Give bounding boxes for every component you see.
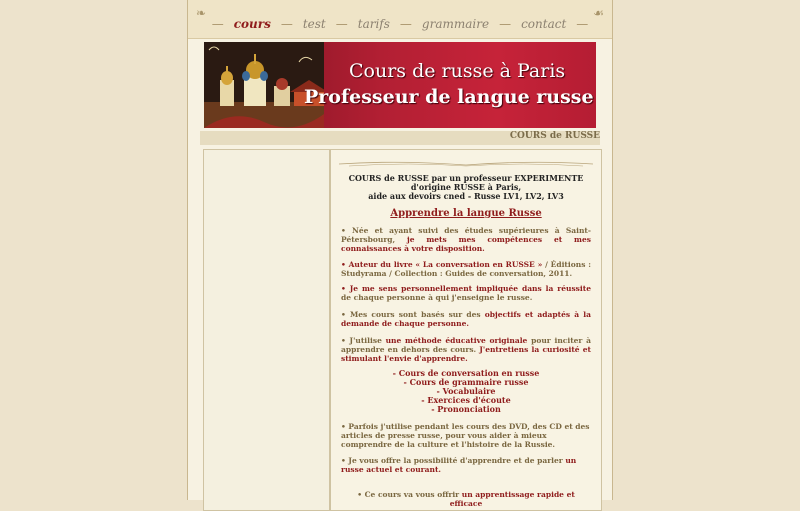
nav-item-test[interactable]: test <box>302 17 326 31</box>
left-ornament-icon: ❧ <box>196 6 207 20</box>
russian-church-illustration <box>204 42 324 128</box>
paragraph-education: • Née et ayant suivi des études supérieures à Saint-Pétersbourg, je mets mes compétences et mes connaissances à votre disposition. <box>341 226 591 253</box>
nav-item-cours[interactable]: cours <box>233 17 271 31</box>
list-item: - Prononciation <box>431 404 501 414</box>
section-title[interactable]: Apprendre la langue Russe <box>390 208 542 219</box>
banner-subtitle: Professeur de langue russe <box>304 86 594 108</box>
breadcrumb-bar <box>200 131 600 145</box>
page-container <box>188 0 612 508</box>
breadcrumb: COURS de RUSSE <box>509 131 600 141</box>
banner-title: Cours de russe à Paris <box>349 60 566 82</box>
nav-item-contact[interactable]: contact <box>521 17 567 31</box>
paragraph-commitment: • Je me sens personnellement impliquée dans la réussite de chaque personne à qui j'enseigne le russe. <box>341 284 591 302</box>
main-nav: — cours — test — tarifs — grammaire — contact — <box>211 17 589 31</box>
main-content <box>330 149 602 511</box>
list-item: - Cours de grammaire russe <box>403 377 529 387</box>
paragraph-fast-learning: • Ce cours va vous offrir un apprentissage rapide et efficace <box>357 490 575 508</box>
flourish-divider-icon <box>339 160 593 168</box>
paragraph-objectives: • Mes cours sont basés sur des objectifs et adaptés à la demande de chaque personne. <box>341 310 591 328</box>
paragraph-method: • J'utilise une méthode éducative originale pour inciter à apprendre en dehors des cours. J'entretiens la curiosité et stimulant l'envie d'apprendre. <box>341 336 591 363</box>
paragraph-media: • Parfois j'utilise pendant les cours des DVD, des CD et des articles de presse russe, pour vous aider à mieux comprendre de la culture et l'histoire de la Russie. <box>341 422 590 449</box>
intro-text: COURS de RUSSE par un professeur EXPERIMENTE d'origine RUSSE à Paris, aide aux devoirs cned - Russe LV1, LV2, LV3 <box>348 173 584 201</box>
paragraph-speak: • Je vous offre la possibilité d'apprendre et de parler un russe actuel et courant. <box>341 456 577 474</box>
paragraph-book: • Auteur du livre « La conversation en RUSSE » / Éditions : Studyrama / Collection : Guides de conversation, 2011. <box>341 260 591 278</box>
course-list <box>331 369 601 414</box>
list-item: - Cours de conversation en russe <box>392 368 540 378</box>
list-item: - Exercices d'écoute <box>421 395 511 405</box>
list-item: - Vocabulaire <box>436 386 496 396</box>
right-ornament-icon: ☙ <box>593 6 604 20</box>
top-navigation-frame <box>188 0 612 39</box>
header-banner <box>204 42 596 128</box>
nav-item-grammaire[interactable]: grammaire <box>421 17 490 31</box>
nav-item-tarifs[interactable]: tarifs <box>357 17 390 31</box>
left-sidebar <box>203 149 330 511</box>
